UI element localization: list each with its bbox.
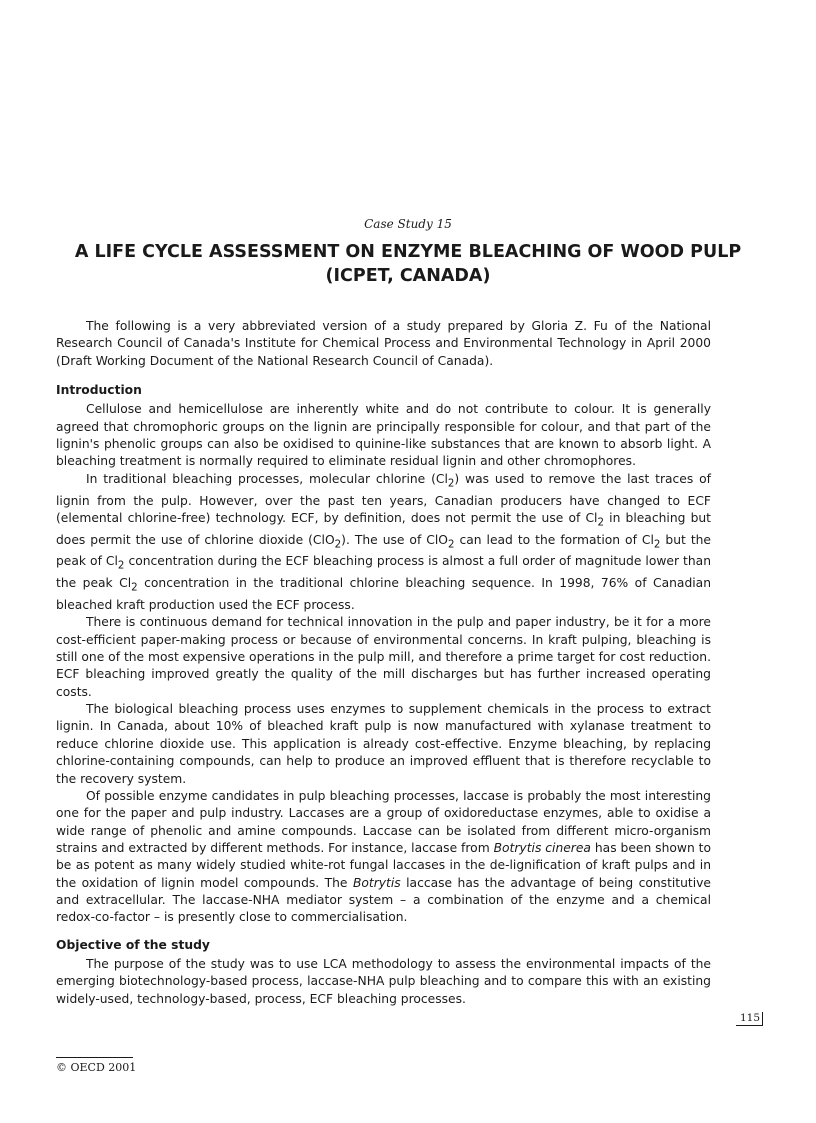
article-body — [56, 318, 711, 1008]
introduction-paragraph-3: There is continuous demand for technical innovation in the pulp and paper industry, be it for a more cost-efficient paper-making process or because of environmental concerns. In kraft pulping, bleaching is still one of the most expensive operations in the pulp mill, and therefore a prime target for cost reduction. ECF bleaching improved greatly the quality of the mill discharges but has further increased operating costs. — [56, 615, 711, 699]
species-name-full: Botrytis cinerea — [493, 840, 591, 855]
p2-text-h: concentration in the traditional chlorine bleaching sequence. In 1998, 76% of Canadian bleached kraft production used the ECF process. — [56, 576, 711, 613]
footer-rule — [56, 1057, 133, 1058]
subscript-2: 2 — [597, 516, 604, 529]
p2-text-f: but the peak of Cl — [56, 532, 711, 569]
subscript-2: 2 — [653, 538, 661, 551]
subscript-2: 2 — [447, 538, 455, 551]
introduction-paragraph-1: Cellulose and hemicellulose are inherently white and do not contribute to colour. It is generally agreed that chromophoric groups on the lignin are principally responsible for colour, and that part of the lignin's phenolic groups can also be oxidised to quinine-like substances that are known to absorb light. A bleaching treatment is normally required to eliminate residual lignin and other chromophores. — [56, 402, 711, 469]
page-number: 115 — [736, 1012, 763, 1026]
p2-text-c: in bleaching but does permit the use of chlorine dioxide (ClO — [56, 510, 711, 547]
case-study-label: Case Study 15 — [364, 217, 452, 231]
page-title — [56, 240, 760, 288]
intro-paragraph: The following is a very abbreviated version of a study prepared by Gloria Z. Fu of the National Research Council of Canada's Institute for Chemical Process and Environmental Technology in April 2000 (Draft Working Document of the National Research Council of Canada). — [56, 319, 711, 368]
introduction-paragraph-2 — [56, 471, 711, 615]
p2-text-g: concentration during the ECF bleaching process is almost a full order of magnitude lower than the peak Cl — [56, 554, 711, 591]
objective-paragraph: The purpose of the study was to use LCA methodology to assess the environmental impacts of the emerging biotechnology-based process, laccase-NHA pulp bleaching and to compare this with an existing widely-used, technology-based, process, ECF bleaching processes. — [56, 956, 711, 1006]
p5-text-a: Of possible enzyme candidates in pulp bleaching processes, laccase is probably the most interesting one for the paper and pulp industry. Laccases are a group of oxidoreductase enzymes, able to oxidise a wide range of phenolic and amine compounds. Laccase can be isolated from different micro-organism strains and extracted by different methods. For instance, laccase from — [56, 788, 711, 855]
species-name-short: Botrytis — [352, 875, 401, 890]
title-line-2: (ICPET, CANADA) — [325, 266, 491, 286]
introduction-heading: Introduction — [56, 383, 142, 398]
p2-text-a: In traditional bleaching processes, molecular chlorine (Cl — [86, 471, 448, 486]
copyright-notice: © OECD 2001 — [56, 1061, 137, 1074]
introduction-paragraph-5 — [56, 788, 711, 927]
p5-text-b: has been shown to be as potent as many widely studied white-rot fungal laccases in the de-lignification of kraft pulps and in the oxidation of lignin model compounds. The — [56, 840, 711, 890]
introduction-paragraph-4: The biological bleaching process uses enzymes to supplement chemicals in the process to extract lignin. In Canada, about 10% of bleached kraft pulp is now manufactured with xylanase treatment to reduce chlorine dioxide use. This application is already cost-effective. Enzyme bleaching, by replacing chlorine-containing compounds, can help to produce an improved effluent that is therefore recyclable to the recovery system. — [56, 702, 711, 786]
subscript-2: 2 — [447, 477, 455, 490]
p2-text-d: ). The use of ClO — [341, 532, 448, 547]
subscript-2: 2 — [334, 538, 342, 551]
subscript-2: 2 — [117, 559, 125, 572]
title-line-1: A LIFE CYCLE ASSESSMENT ON ENZYME BLEACHING OF WOOD PULP — [74, 242, 742, 262]
objective-heading: Objective of the study — [56, 937, 210, 952]
p2-text-b: ) was used to remove the last traces of lignin from the pulp. However, over the past ten years, Canadian producers have changed to ECF (elemental chlorine-free) technology. ECF, by definition, does not permit the use of Cl — [56, 471, 711, 525]
subscript-2: 2 — [131, 581, 138, 594]
p5-text-c: laccase has the advantage of being constitutive and extracellular. The laccase-NHA mediator system – a combination of the enzyme and a chemical redox-co-factor – is presently close to commercialisation. — [56, 875, 711, 925]
p2-text-e: can lead to the formation of Cl — [454, 532, 654, 547]
